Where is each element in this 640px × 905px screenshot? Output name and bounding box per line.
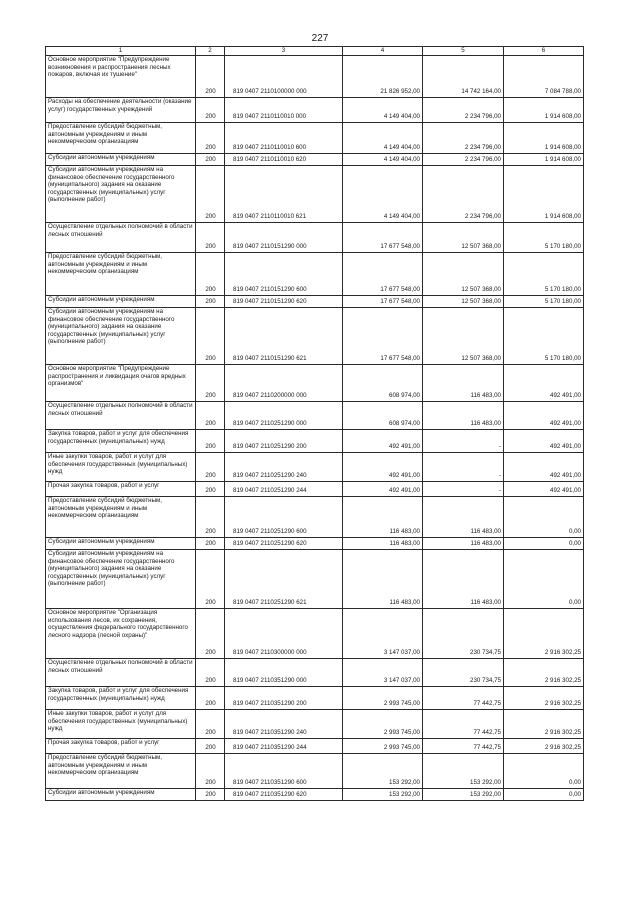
- row-col6-value: 0,00: [504, 497, 584, 538]
- row-col5-value: 2 234 796,00: [423, 166, 504, 223]
- row-code-cell: 819 0407 2110151290 000: [225, 223, 343, 253]
- row-name-cell: Субсидии автономным учреждениям: [46, 296, 196, 308]
- row-section-cell: 200: [196, 739, 225, 754]
- row-col4-value: 153 292,00: [343, 789, 423, 801]
- row-section-cell: 200: [196, 253, 225, 296]
- row-code-cell: 819 0407 2110200000 000: [225, 365, 343, 402]
- table-row: [46, 296, 584, 308]
- row-col4-value: 153 292,00: [343, 754, 423, 789]
- row-code-cell: 819 0407 2110110010 620: [225, 154, 343, 166]
- row-col4-value: 17 677 548,00: [343, 308, 423, 365]
- row-col5-value: 2 234 796,00: [423, 123, 504, 154]
- row-col6-value: 5 170 180,00: [504, 308, 584, 365]
- table-row: [46, 453, 584, 482]
- row-name-cell: Субсидии автономным учреждениям: [46, 538, 196, 550]
- row-col4-value: 116 483,00: [343, 497, 423, 538]
- row-col6-value: 492 491,00: [504, 365, 584, 402]
- row-col5-value: 2 234 796,00: [423, 154, 504, 166]
- row-col6-value: 7 084 788,00: [504, 56, 584, 98]
- row-col4-value: 17 677 548,00: [343, 296, 423, 308]
- table-row: [46, 166, 584, 223]
- row-name-cell: Осуществление отдельных полномочий в области лесных отношений: [46, 659, 196, 687]
- row-col5-value: 14 742 164,00: [423, 56, 504, 98]
- row-col6-value: 2 916 302,25: [504, 739, 584, 754]
- row-col6-value: 1 914 608,00: [504, 154, 584, 166]
- row-col5-value: 12 507 368,00: [423, 308, 504, 365]
- row-name-cell: Основное мероприятие "Предупреждение возникновения и распространения лесных пожаров, включая их тушение": [46, 56, 196, 98]
- row-col4-value: 2 993 745,00: [343, 710, 423, 739]
- row-col5-value: 12 507 368,00: [423, 253, 504, 296]
- table-header-row: [46, 47, 584, 56]
- header-cell-4: 4: [343, 47, 423, 56]
- row-col6-value: 492 491,00: [504, 430, 584, 453]
- row-section-cell: 200: [196, 659, 225, 687]
- table-row: [46, 754, 584, 789]
- row-section-cell: 200: [196, 482, 225, 497]
- row-section-cell: 200: [196, 430, 225, 453]
- header-cell-2: 2: [196, 47, 225, 56]
- row-code-cell: 819 0407 2110251290 620: [225, 538, 343, 550]
- row-col6-value: 0,00: [504, 754, 584, 789]
- row-section-cell: 200: [196, 223, 225, 253]
- row-col5-value: 2 234 796,00: [423, 98, 504, 123]
- table-row: [46, 253, 584, 296]
- row-code-cell: 819 0407 2110151290 621: [225, 308, 343, 365]
- row-col4-value: 17 677 548,00: [343, 253, 423, 296]
- row-col5-value: -: [423, 430, 504, 453]
- row-name-cell: Осуществление отдельных полномочий в области лесных отношений: [46, 402, 196, 430]
- row-code-cell: 819 0407 2110351290 620: [225, 789, 343, 801]
- row-col4-value: 116 483,00: [343, 550, 423, 609]
- row-col6-value: 2 916 302,25: [504, 710, 584, 739]
- row-col4-value: 492 491,00: [343, 453, 423, 482]
- row-section-cell: 200: [196, 789, 225, 801]
- row-col4-value: 21 826 952,00: [343, 56, 423, 98]
- row-name-cell: Субсидии автономным учреждениям: [46, 789, 196, 801]
- row-name-cell: Субсидии автономным учреждениям на финансовое обеспечение государственного (муниципального) задания на оказание государственных (муниципальных) услуг (выполнение работ): [46, 166, 196, 223]
- table-row: [46, 223, 584, 253]
- row-name-cell: Иные закупки товаров, работ и услуг для обеспечения государственных (муниципальных) нужд: [46, 710, 196, 739]
- row-code-cell: 819 0407 2110251290 600: [225, 497, 343, 538]
- row-name-cell: Осуществление отдельных полномочий в области лесных отношений: [46, 223, 196, 253]
- row-col6-value: 0,00: [504, 789, 584, 801]
- header-cell-1: 1: [46, 47, 196, 56]
- row-code-cell: 819 0407 2110251290 621: [225, 550, 343, 609]
- row-section-cell: 200: [196, 166, 225, 223]
- row-code-cell: 819 0407 2110351290 240: [225, 710, 343, 739]
- row-col6-value: 492 491,00: [504, 482, 584, 497]
- row-col5-value: 116 483,00: [423, 402, 504, 430]
- row-col5-value: 153 292,00: [423, 754, 504, 789]
- row-name-cell: Основное мероприятие "Предупреждение распространения и ликвидация очагов вредных организмов": [46, 365, 196, 402]
- row-code-cell: 819 0407 2110351290 600: [225, 754, 343, 789]
- table-row: [46, 710, 584, 739]
- row-name-cell: Субсидии автономным учреждениям на финансовое обеспечение государственного (муниципального) задания на оказание государственных (муниципальных) услуг (выполнение работ): [46, 308, 196, 365]
- table-row: [46, 430, 584, 453]
- row-col4-value: 116 483,00: [343, 538, 423, 550]
- row-name-cell: Расходы на обеспечение деятельности (оказание услуг) государственных учреждений: [46, 98, 196, 123]
- row-col6-value: 5 170 180,00: [504, 223, 584, 253]
- row-col5-value: 230 734,75: [423, 659, 504, 687]
- row-code-cell: 819 0407 2110300000 000: [225, 609, 343, 659]
- row-col4-value: 4 149 404,00: [343, 123, 423, 154]
- row-name-cell: Субсидии автономным учреждениям: [46, 154, 196, 166]
- row-code-cell: 819 0407 2110110010 621: [225, 166, 343, 223]
- table-row: [46, 402, 584, 430]
- row-col6-value: 5 170 180,00: [504, 253, 584, 296]
- row-col6-value: 1 914 608,00: [504, 98, 584, 123]
- row-col5-value: 12 507 368,00: [423, 223, 504, 253]
- table-row: [46, 56, 584, 98]
- row-col6-value: 2 916 302,25: [504, 609, 584, 659]
- row-col4-value: 2 993 745,00: [343, 687, 423, 710]
- row-code-cell: 819 0407 2110110010 000: [225, 98, 343, 123]
- row-col5-value: 12 507 368,00: [423, 296, 504, 308]
- row-code-cell: 819 0407 2110251290 200: [225, 430, 343, 453]
- table-row: [46, 538, 584, 550]
- row-section-cell: 200: [196, 296, 225, 308]
- table-row: [46, 123, 584, 154]
- row-section-cell: 200: [196, 538, 225, 550]
- table-row: [46, 308, 584, 365]
- row-col6-value: 2 916 302,25: [504, 659, 584, 687]
- row-name-cell: Закупка товаров, работ и услуг для обеспечения государственных (муниципальных) нужд: [46, 687, 196, 710]
- row-section-cell: 200: [196, 402, 225, 430]
- row-code-cell: 819 0407 2110110010 600: [225, 123, 343, 154]
- table-row: [46, 687, 584, 710]
- row-section-cell: 200: [196, 687, 225, 710]
- row-section-cell: 200: [196, 365, 225, 402]
- row-col6-value: 492 491,00: [504, 402, 584, 430]
- row-col6-value: 2 916 302,25: [504, 687, 584, 710]
- row-name-cell: Иные закупки товаров, работ и услуг для обеспечения государственных (муниципальных) нужд: [46, 453, 196, 482]
- row-col5-value: 116 483,00: [423, 538, 504, 550]
- row-section-cell: 200: [196, 550, 225, 609]
- row-name-cell: Предоставление субсидий бюджетным, автономным учреждениям и иным некоммерческим организациям: [46, 123, 196, 154]
- row-section-cell: 200: [196, 98, 225, 123]
- row-col5-value: 116 483,00: [423, 497, 504, 538]
- row-col4-value: 3 147 037,00: [343, 659, 423, 687]
- table-row: [46, 739, 584, 754]
- table-row: [46, 659, 584, 687]
- row-section-cell: 200: [196, 754, 225, 789]
- table-row: [46, 497, 584, 538]
- row-code-cell: 819 0407 2110151290 620: [225, 296, 343, 308]
- row-section-cell: 200: [196, 497, 225, 538]
- row-col5-value: 77 442,75: [423, 710, 504, 739]
- row-col4-value: 4 149 404,00: [343, 98, 423, 123]
- row-col4-value: 3 147 037,00: [343, 609, 423, 659]
- row-col6-value: 1 914 608,00: [504, 123, 584, 154]
- table-row: [46, 609, 584, 659]
- header-cell-3: 3: [225, 47, 343, 56]
- table-row: [46, 365, 584, 402]
- row-col6-value: 1 914 608,00: [504, 166, 584, 223]
- row-col5-value: 77 442,75: [423, 739, 504, 754]
- row-col4-value: 4 149 404,00: [343, 154, 423, 166]
- budget-table: [45, 46, 584, 801]
- row-name-cell: Субсидии автономным учреждениям на финансовое обеспечение государственного (муниципального) задания на оказание государственных (муниципальных) услуг (выполнение работ): [46, 550, 196, 609]
- row-section-cell: 200: [196, 154, 225, 166]
- row-code-cell: 819 0407 2110351290 000: [225, 659, 343, 687]
- row-name-cell: Предоставление субсидий бюджетным, автономным учреждениям и иным некоммерческим организациям: [46, 497, 196, 538]
- table-row: [46, 482, 584, 497]
- row-col4-value: 4 149 404,00: [343, 166, 423, 223]
- row-code-cell: 819 0407 2110100000 000: [225, 56, 343, 98]
- row-col6-value: 5 170 180,00: [504, 296, 584, 308]
- row-code-cell: 819 0407 2110251290 244: [225, 482, 343, 497]
- table-row: [46, 98, 584, 123]
- row-col4-value: 492 491,00: [343, 430, 423, 453]
- row-code-cell: 819 0407 2110251290 240: [225, 453, 343, 482]
- row-col4-value: 608 974,00: [343, 402, 423, 430]
- header-cell-6: 6: [504, 47, 584, 56]
- table-row: [46, 154, 584, 166]
- row-name-cell: Прочая закупка товаров, работ и услуг: [46, 482, 196, 497]
- row-col6-value: 492 491,00: [504, 453, 584, 482]
- row-section-cell: 200: [196, 710, 225, 739]
- table-row: [46, 789, 584, 801]
- row-col5-value: 77 442,75: [423, 687, 504, 710]
- row-col4-value: 608 974,00: [343, 365, 423, 402]
- row-col5-value: 116 483,00: [423, 365, 504, 402]
- row-col6-value: 0,00: [504, 550, 584, 609]
- row-col5-value: 153 292,00: [423, 789, 504, 801]
- header-cell-5: 5: [423, 47, 504, 56]
- row-section-cell: 200: [196, 453, 225, 482]
- row-code-cell: 819 0407 2110251290 000: [225, 402, 343, 430]
- row-col4-value: 17 677 548,00: [343, 223, 423, 253]
- row-col5-value: -: [423, 482, 504, 497]
- row-col5-value: 116 483,00: [423, 550, 504, 609]
- row-col6-value: 0,00: [504, 538, 584, 550]
- row-name-cell: Закупка товаров, работ и услуг для обеспечения государственных (муниципальных) нужд: [46, 430, 196, 453]
- row-col4-value: 2 993 745,00: [343, 739, 423, 754]
- row-code-cell: 819 0407 2110351290 200: [225, 687, 343, 710]
- row-code-cell: 819 0407 2110351290 244: [225, 739, 343, 754]
- row-code-cell: 819 0407 2110151290 600: [225, 253, 343, 296]
- table-row: [46, 550, 584, 609]
- row-col5-value: 230 734,75: [423, 609, 504, 659]
- row-section-cell: 200: [196, 56, 225, 98]
- row-name-cell: Предоставление субсидий бюджетным, автономным учреждениям и иным некоммерческим организациям: [46, 754, 196, 789]
- page-number: 227: [311, 33, 329, 44]
- row-name-cell: Основное мероприятие "Организация использования лесов, их сохранения, осуществления федерального государственного лесного надзора (лесной охраны)": [46, 609, 196, 659]
- row-name-cell: Прочая закупка товаров, работ и услуг: [46, 739, 196, 754]
- row-section-cell: 200: [196, 308, 225, 365]
- row-col5-value: -: [423, 453, 504, 482]
- row-section-cell: 200: [196, 609, 225, 659]
- row-name-cell: Предоставление субсидий бюджетным, автономным учреждениям и иным некоммерческим организациям: [46, 253, 196, 296]
- row-section-cell: 200: [196, 123, 225, 154]
- row-col4-value: 492 491,00: [343, 482, 423, 497]
